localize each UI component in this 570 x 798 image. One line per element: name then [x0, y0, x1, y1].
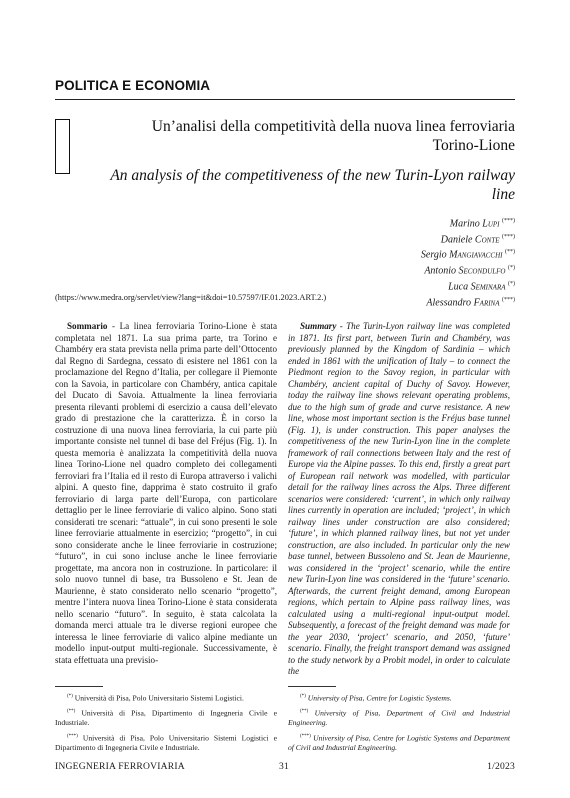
title-english: An analysis of the competitiveness of the new Turin-Lyon railway line	[110, 167, 515, 203]
summary-body: - The Turin-Lyon railway line was completed in 1871. Its first part, between Turin and Chambéry, was previously planned by the Kingdom of Sardinia – which ended in 1861 with the unification of Italy – to connect the Piedmont region to the Savoy region, in particular with Chambéry, ancient capital of Duchy of Savoy. However, today the railway line shows relevant operating problems, due to the high sum of grade and curve resistance. A new line, whose most important section is the Fréjus base tunnel (Fig. 1), is under construction. This paper analyses the competitiveness of the new Turin-Lyon line in the complete framework of rail connections between Italy and the rest of Europe via the Alpine passes. To this end, firstly a great part of European rail network was modelled, with particular detail for the railway lines across the Alps. Three different scenarios were considered: ‘current’, in which only railway lines currently in operation are included; ‘project’, in which railway lines under construction are also considered; ‘future’, in which planned railway lines, but not yet under construction, are also included. In particular only the new base tunnel, between Bussoleno and St. Jean de Maurienne, was considered in the ‘project’ scenario, while the entire new Turin-Lyon line was considered in the ‘future’ scenario. Afterwards, the current freight demand, among European regions, which pertain to Alpine pass railway lines, was calculated using a multi-regional input-output model. Subsequently, a forecast of the freight demand was made for the year 2030, ‘project’ scenario, and 2050, ‘future’ scenario. Finally, the freight transport demand was assigned to the study network by a Probit model, in order to calculate the	[288, 321, 510, 676]
footnotes-italian	[55, 692, 277, 757]
footnote: (*) Università di Pisa, Polo Universitario Sistemi Logistici.	[67, 693, 244, 703]
summary-italian	[55, 321, 277, 666]
author-line: Sergio Mangiavacchi (**)	[420, 249, 515, 261]
page-number: 31	[279, 761, 289, 772]
author-line: Antonio Secondulfo (*)	[424, 265, 515, 277]
author-line: Alessandro Farina (***)	[426, 296, 515, 308]
summary-english	[288, 321, 510, 678]
section-heading: POLITICA E ECONOMIA	[55, 78, 211, 93]
author-line: Marino Lupi (***)	[449, 218, 515, 230]
doi-link[interactable]: (https://www.medra.org/servlet/view?lang=it&doi=10.57597/IF.01.2023.ART.2.)	[55, 293, 327, 302]
footnote: (**) University of Pisa, Department of Civil and Industrial Engineering.	[288, 708, 510, 728]
issue-number: 1/2023	[487, 761, 515, 772]
footnote-rule	[288, 686, 336, 687]
journal-name: INGEGNERIA FERROVIARIA	[55, 761, 185, 772]
summary-lead: Sommario	[67, 321, 108, 331]
footnote: (**) Università di Pisa, Dipartimento di Ingegneria Civile e Industriale.	[55, 708, 277, 728]
section-rule	[55, 99, 515, 100]
footnote: (***) Università di Pisa, Polo Universitario Sistemi Logistici e Dipartimento di Ingegneria Civile e Industriale.	[55, 733, 277, 752]
summary-lead: Summary	[300, 321, 337, 331]
author-line: Daniele Conte (***)	[440, 233, 515, 246]
footnote-rule	[55, 686, 103, 687]
title-italian: Un’analisi della competitività della nuova linea ferroviaria Torino-Lione	[151, 118, 515, 154]
author-line: Luca Seminara (*)	[448, 280, 515, 293]
summary-body: - La linea ferroviaria Torino-Lione è stata completata nel 1871. La sua prima parte, tra Torino e Chambéry era stata prevista nella prima parte dell’Ottocento dal Regno di Sardegna, cessato di esistere nel 1861 con la proclamazione del Regno d’Italia, per collegare il Piemonte con la Savoia, in particolare con Chambéry, antica capitale del Ducato di Savoia. Attualmente la linea ferroviaria presenta rilevanti problemi di esercizio a causa dell’elevato grado di prestazione che la caratterizza. È in corso la costruzione di una nuova linea ferroviaria, la cui parte più importante consiste nel tunnel di base del Fréjus (Fig. 1). In questa memoria è analizzata la competitività della nuova linea Torino-Lione nel quadro completo dei collegamenti ferroviari fra l’Italia ed il resto di Europa attraverso i valichi alpini. A questo fine, dapprima è stato costruito il grafo ferroviario di larga parte dell’Europa, con particolare dettaglio per le linee ferroviarie di valico alpino. Sono stati considerati tre scenari: “attuale”, in cui sono presenti le sole linee ferroviarie attualmente in esercizio; “progetto”, in cui sono considerate anche le linee ferroviarie in costruzione; “futuro”, in cui sono incluse anche le linee ferroviarie progettate, ma ancora non in costruzione. In particolare: il solo nuovo tunnel di base, tra Bussoleno e St. Jean de Maurienne, è stato considerato nello scenario “progetto”, mentre l’intera nuova linea Torino-Lione è stata considerata nello scenario “futuro”. In seguito, è stata calcolata la domanda merci attuale tra le diverse regioni europee che interessa le linee ferroviarie di valico alpine mediante un modello input-output multi-regionale. Successivamente, è stata effettuata una previsio-	[55, 321, 277, 665]
article-marker-box	[55, 119, 70, 174]
footnote: (***) University of Pisa, Centre for Logistic Systems and Department of Civil and Industrial Engineering.	[288, 733, 510, 752]
footnote: (*) University of Pisa, Centre for Logistic Systems.	[300, 693, 452, 703]
footnotes-english	[288, 692, 510, 757]
